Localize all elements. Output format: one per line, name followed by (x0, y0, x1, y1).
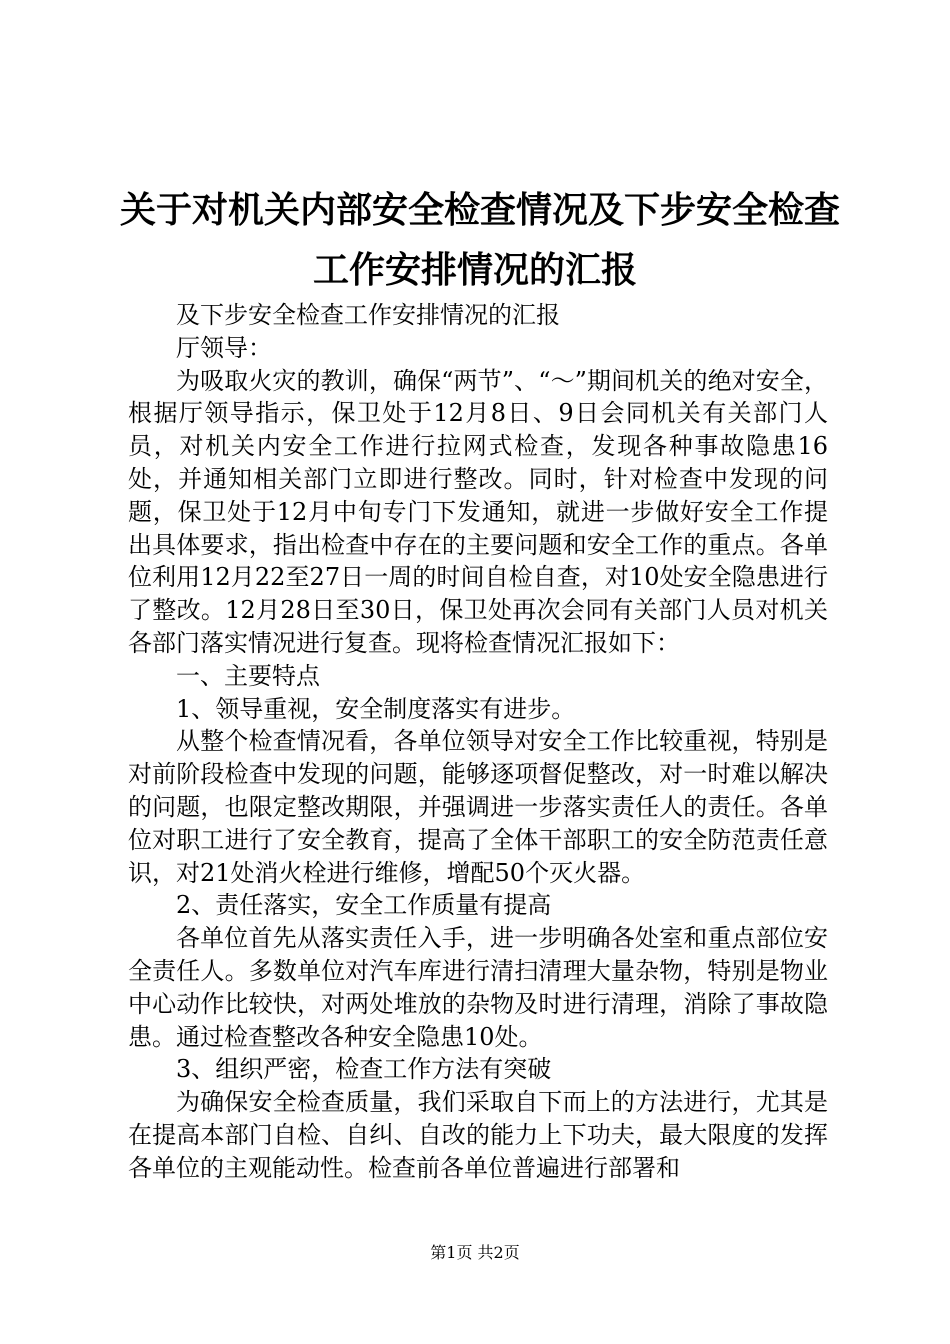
section-heading-main-features: 一、主要特点 (176, 661, 320, 690)
paragraph-intro: 为吸取火灾的教训，确保“两节”、“～”期间机关的绝对安全，根据厅领导指示，保卫处于12月8日、9日会同机关有关部门人员，对机关内安全工作进行拉网式检查，发现各种事故隐患16处，并通知相关部门立即进行整改。同时，针对检查中发现的问题，保卫处于12月中旬专门下发通知，就进一步做好安全工作提出具体要求，指出检查中存在的主要问题和安全工作的重点。各单位利用12月22至27日一周的时间自检自查，对10处安全隐患进行了整改。12月28日至30日，保卫处再次会同有关部门人员对机关各部门落实情况进行复查。现将检查情况汇报如下： (128, 366, 828, 657)
paragraph-salutation: 厅领导： (176, 333, 272, 362)
document-body (128, 299, 828, 1185)
paragraph-1: 从整个检查情况看，各单位领导对安全工作比较重视，特别是对前阶段检查中发现的问题，能够逐项督促整改，对一时难以解决的问题，也限定整改期限，并强调进一步落实责任人的责任。各单位对职工进行了安全教育，提高了全体干部职工的安全防范责任意识，对21处消火栓进行维修，增配50个灭火器。 (128, 727, 828, 887)
subheading-1: 1、领导重视，安全制度落实有进步。 (176, 694, 576, 723)
page-footer: 第1页 共2页 (430, 1243, 520, 1262)
subheading-3: 3、组织严密，检查工作方法有突破 (176, 1055, 552, 1084)
paragraph-3: 为确保安全检查质量，我们采取自下而上的方法进行，尤其是在提高本部门自检、自纠、自改的能力上下功夫，最大限度的发挥各单位的主观能动性。检查前各单位普遍进行部署和 (128, 1088, 828, 1182)
document-title-line-1: 关于对机关内部安全检查情况及下步安全检查 (120, 190, 841, 231)
document-title-line-2: 工作安排情况的汇报 (312, 250, 637, 291)
paragraph-2: 各单位首先从落实责任入手，进一步明确各处室和重点部位安全责任人。多数单位对汽车库进行清扫清理大量杂物，特别是物业中心动作比较快，对两处堆放的杂物及时进行清理，消除了事故隐患。通过检查整改各种安全隐患10处。 (128, 924, 828, 1051)
subheading-2: 2、责任落实，安全工作质量有提高 (176, 891, 552, 920)
paragraph-subtitle: 及下步安全检查工作安排情况的汇报 (176, 301, 560, 329)
